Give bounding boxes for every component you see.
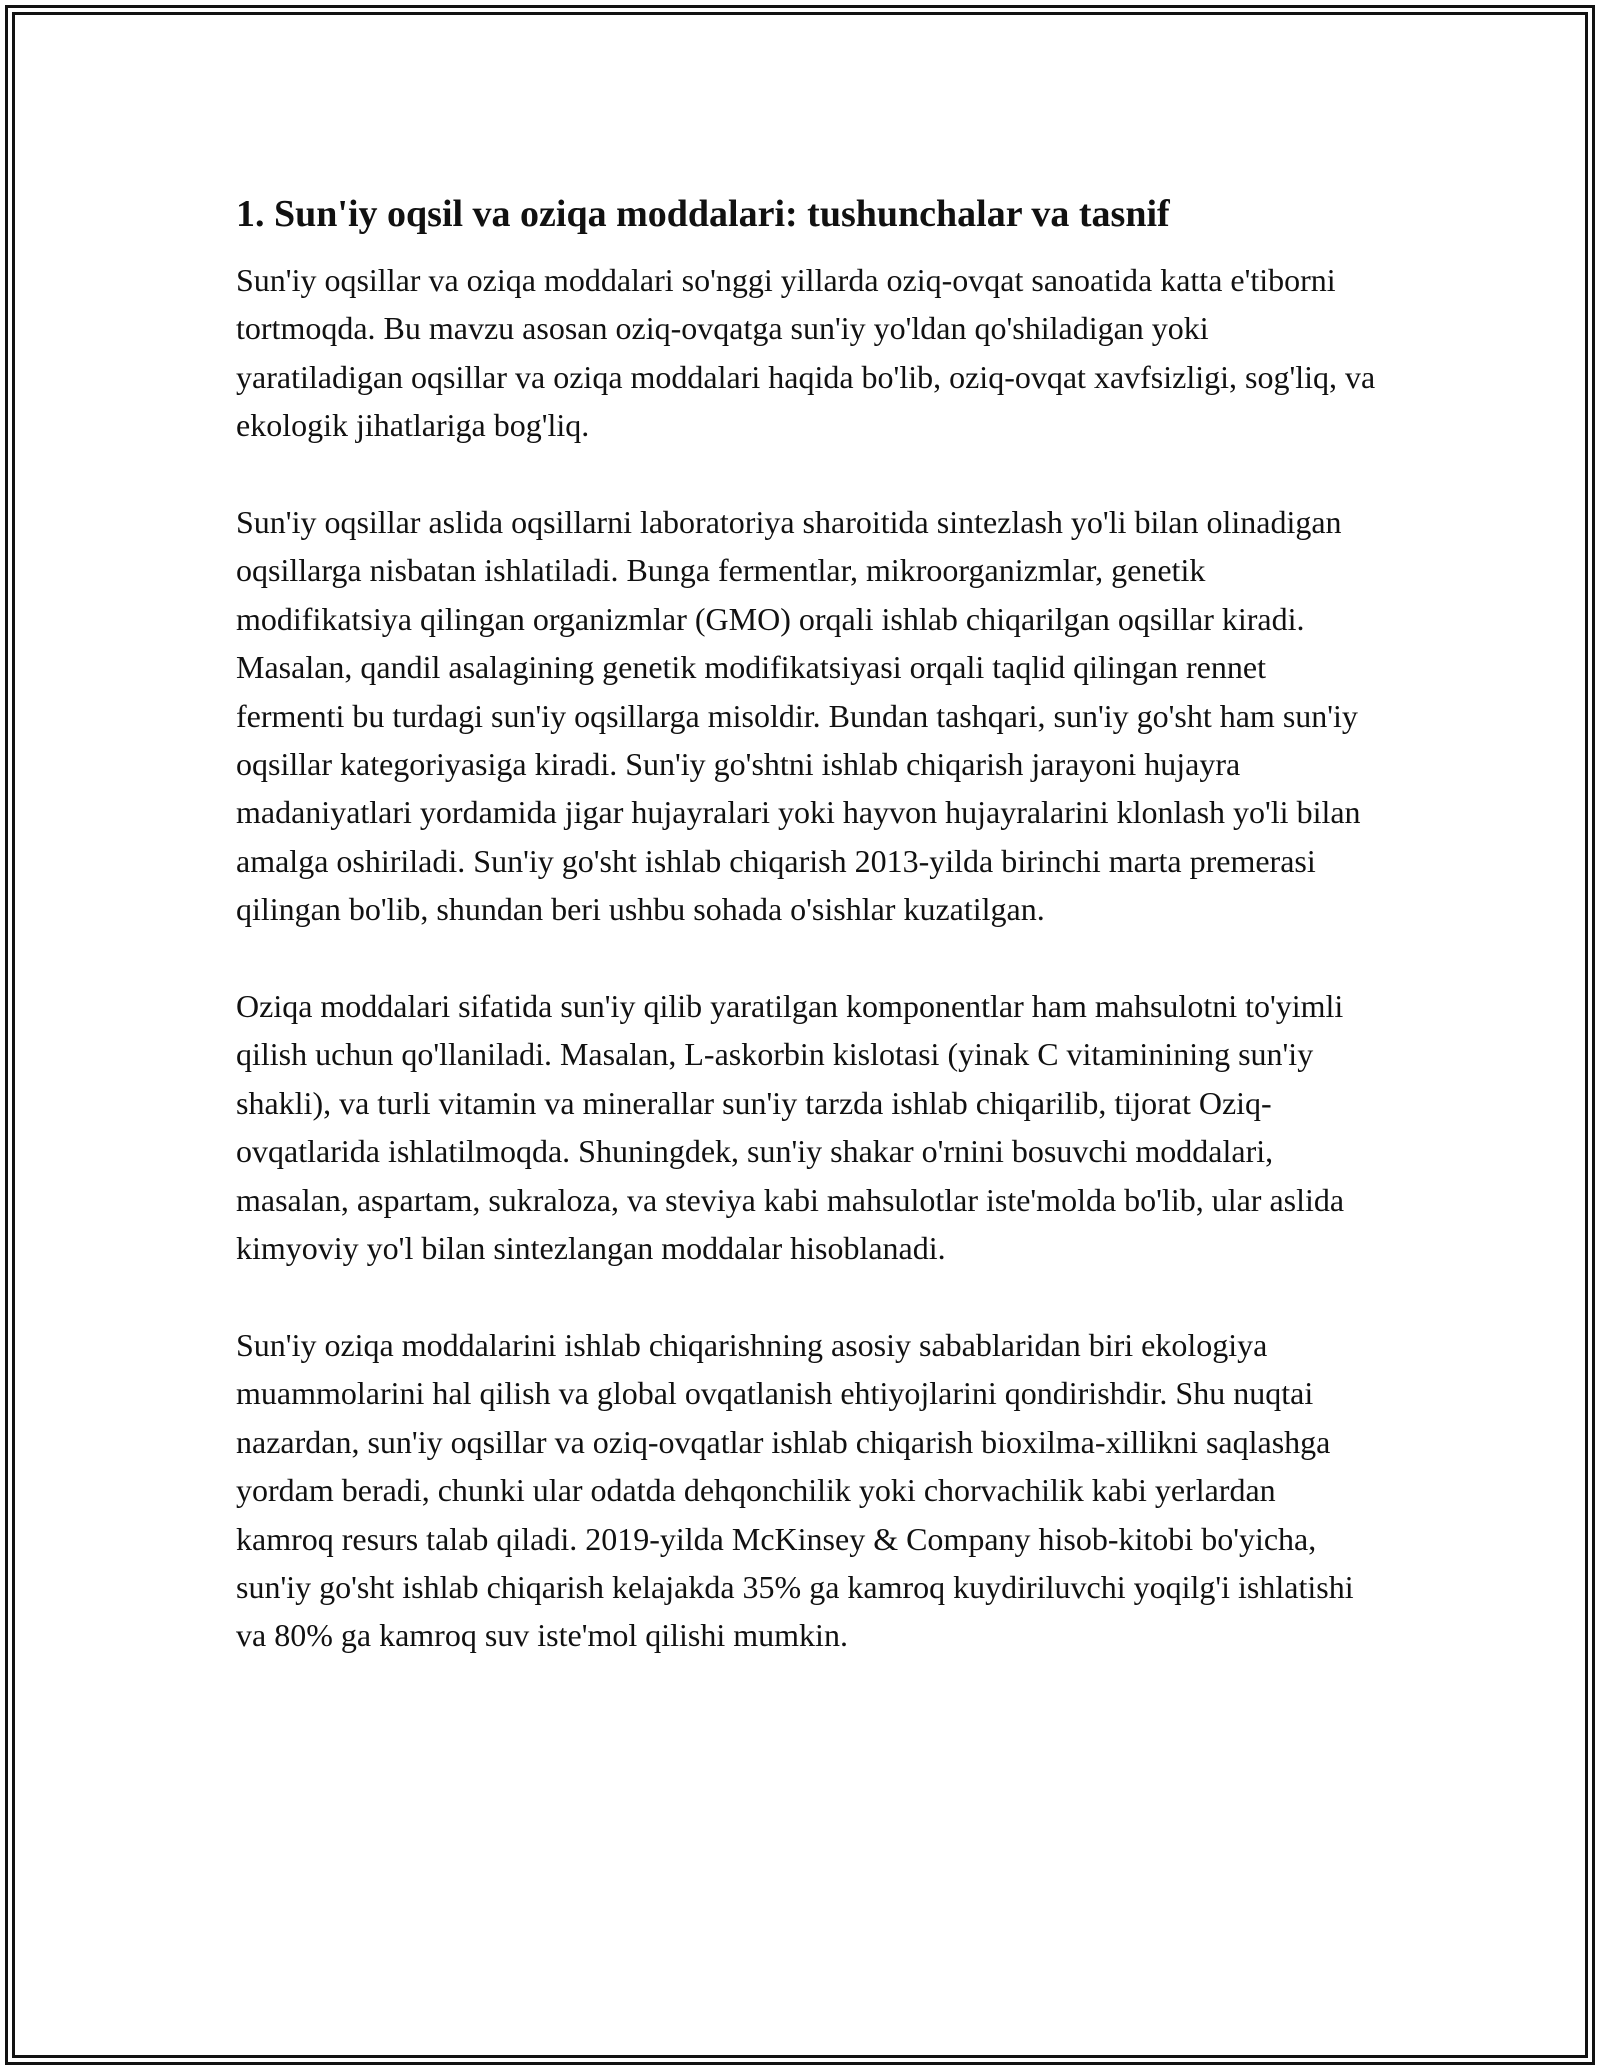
paragraph-ecology: Sun'iy oziqa moddalarini ishlab chiqarishning asosiy sabablaridan biri ekologiya muammolarini hal qilish va global ovqatlanish ehtiyojlarini qondirishdir. Shu nuqtai nazardan, sun'iy oqsillar va oziq-ovqatlar ishlab chiqarish bioxilma-xillikni saqlashga yordam beradi, chunki ular odatda dehqonchilik yoki chorvachilik kabi yerlardan kamroq resurs talab qiladi. 2019-yilda McKinsey & Company hisob-kitobi bo'yicha, sun'iy go'sht ishlab chiqarish kelajakda 35% ga kamroq kuydiriluvchi yoqilg'i ishlatishi va 80% ga kamroq suv iste'mol qilishi mumkin. xyxy=(236,1326,1354,1654)
paragraph-intro: Sun'iy oqsillar va oziqa moddalari so'nggi yillarda oziq-ovqat sanoatida katta e'tiborni tortmoqda. Bu mavzu asosan oziq-ovqatga sun'iy yo'ldan qo'shiladigan yoki yaratiladigan oqsillar va oziqa moddalari haqida bo'lib, oziq-ovqat xavfsizligi, sog'liq, va ekologik jihatlariga bog'liq. xyxy=(236,262,1376,444)
paragraph-artificial-proteins: Sun'iy oqsillar aslida oqsillarni laboratoriya sharoitida sintezlash yo'li bilan olinadigan oqsillarga nisbatan ishlatiladi. Bunga fermentlar, mikroorganizmlar, genetik modifikatsiya qilingan organizmlar (GMO) orqali ishlab chiqarilgan oqsillar kiradi. Masalan, qandil asalagining genetik modifikatsiyasi orqali taqlid qilingan rennet fermenti bu turdagi sun'iy oqsillarga misoldir. Bundan tashqari, sun'iy go'sht ham sun'iy oqsillar kategoriyasiga kiradi. Sun'iy go'shtni ishlab chiqarish jarayoni hujayra madaniyatlari yordamida jigar hujayralari yoki hayvon hujayralarini klonlash yo'li bilan amalga oshiriladi. Sun'iy go'sht ishlab chiqarish 2013-yilda birinchi marta premerasi qilingan bo'lib, shundan beri ushbu sohada o'sishlar kuzatilgan. xyxy=(236,504,1361,928)
paragraph-nutrients: Oziqa moddalari sifatida sun'iy qilib yaratilgan komponentlar ham mahsulotni to'yimli qilish uchun qo'llaniladi. Masalan, L-askorbin kislotasi (yinak C vitaminining sun'iy shakli), va turli vitamin va minerallar sun'iy tarzda ishlab chiqarilib, tijorat Oziq-ovqatlarida ishlatilmoqda. Shuningdek, sun'iy shakar o'rnini bosuvchi moddalari, masalan, aspartam, sukraloza, va steviya kabi mahsulotlar iste'molda bo'lib, ular aslida kimyoviy yo'l bilan sintezlangan moddalar hisoblanadi. xyxy=(236,988,1345,1267)
section-heading: 1. Sun'iy oqsil va oziqa moddalari: tushunchalar va tasnif xyxy=(236,193,1170,235)
document-body xyxy=(236,186,1376,1708)
